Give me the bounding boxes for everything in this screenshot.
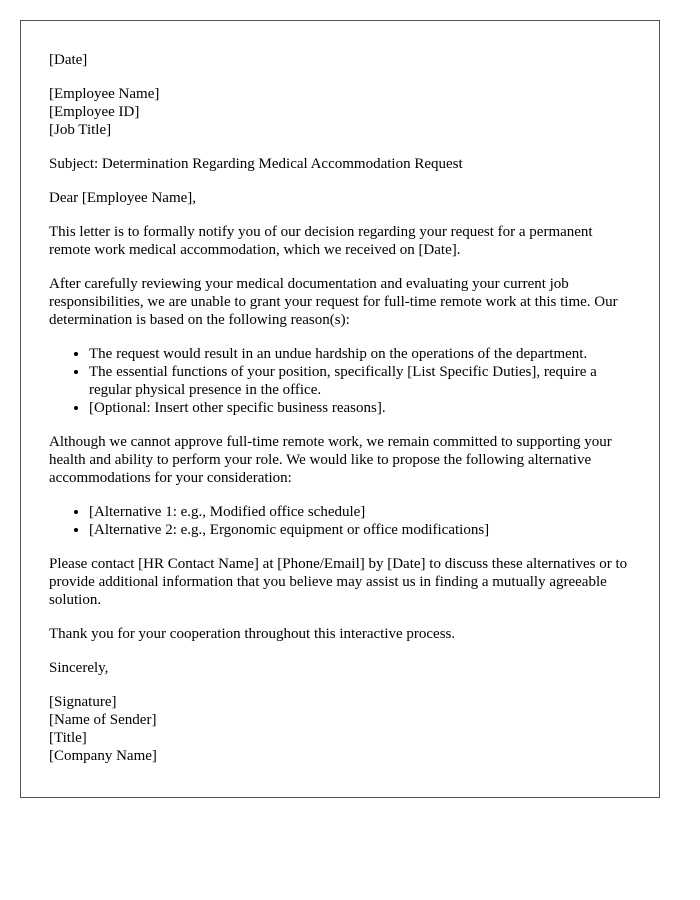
alternatives-intro-paragraph: Although we cannot approve full-time remote work, we remain committed to supporting your health and ability to perform your role. We would like to propose the following alternative accommodations for your consideration: (49, 434, 612, 486)
letter-date (49, 51, 631, 69)
date-text: [Date] (49, 52, 88, 68)
alternative-item: • [Alternative 2: e.g., Ergonomic equipment or office modifications] (89, 521, 631, 539)
thanks-paragraph: Thank you for your cooperation throughout this interactive process. (49, 626, 456, 642)
reasons-list (49, 345, 631, 417)
salutation: Dear [Employee Name], (49, 190, 197, 206)
sender-title: [Title] (49, 730, 87, 746)
recipient-block (49, 85, 631, 139)
signature-placeholder: [Signature] (49, 694, 117, 710)
sender-name: [Name of Sender] (49, 712, 157, 728)
company-name: [Company Name] (49, 748, 157, 764)
reason-item: • The essential functions of your position, specifically [List Specific Duties], require a regular physical presence in the office. (89, 363, 631, 399)
alternatives-list (49, 503, 631, 539)
recipient-title: [Job Title] (49, 122, 112, 138)
recipient-name: [Employee Name] (49, 86, 160, 102)
intro-paragraph: This letter is to formally notify you of our decision regarding your request for a permanent remote work medical accommodation, which we received on [Date]. (49, 224, 593, 258)
alternative-item: • [Alternative 1: e.g., Modified office schedule] (89, 503, 631, 521)
reason-item: • The request would result in an undue hardship on the operations of the department. (89, 345, 631, 363)
subject-line: Subject: Determination Regarding Medical Accommodation Request (49, 156, 463, 172)
signature-block (49, 693, 631, 765)
contact-paragraph: Please contact [HR Contact Name] at [Phone/Email] by [Date] to discuss these alternatives or to provide additional information that you believe may assist us in finding a mutually agreeable solution. (49, 556, 628, 608)
determination-paragraph: After carefully reviewing your medical documentation and evaluating your current job responsibilities, we are unable to grant your request for full-time remote work at this time. Our determination is based on the following reason(s): (49, 276, 618, 328)
reason-item: • [Optional: Insert other specific business reasons]. (89, 399, 631, 417)
recipient-id: [Employee ID] (49, 104, 140, 120)
letter-document (20, 20, 660, 798)
closing: Sincerely, (49, 660, 109, 676)
